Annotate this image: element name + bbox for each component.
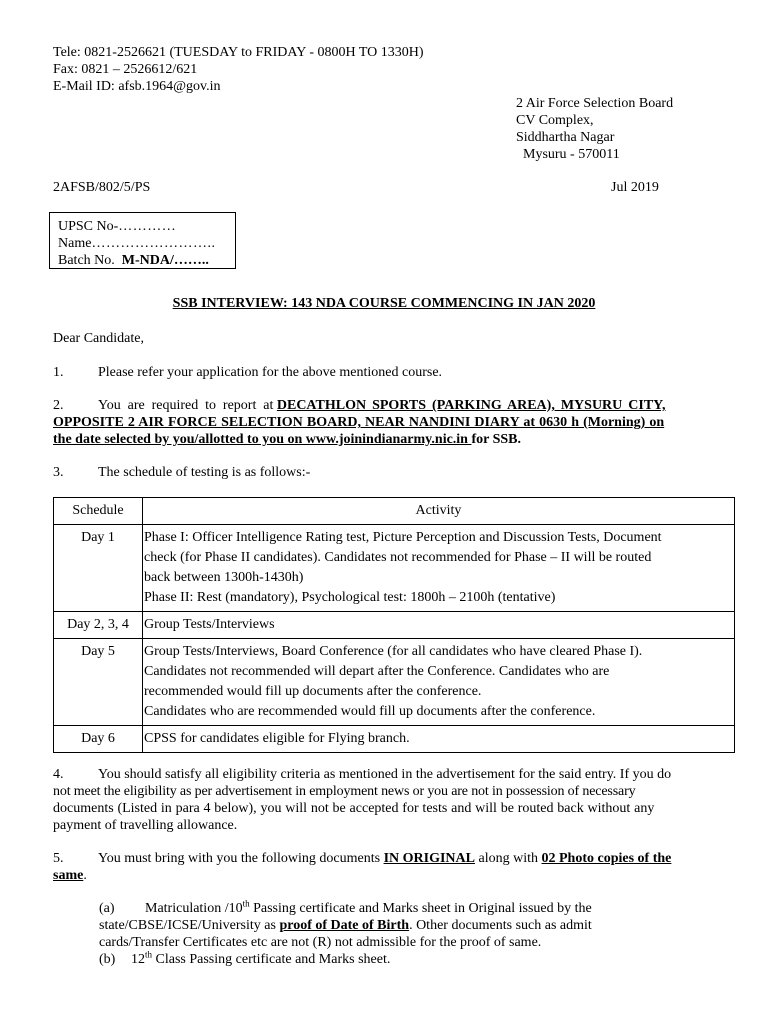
candidate-info-box xyxy=(49,212,236,269)
contact-tele: Tele: 0821-2526621 (TUESDAY to FRIDAY - 0800H TO 1330H) xyxy=(53,45,424,60)
schedule-table xyxy=(53,497,735,753)
address-line-1: 2 Air Force Selection Board xyxy=(516,96,674,111)
activity-line: check (for Phase II candidates). Candidates not recommended for Phase – II will be routed xyxy=(144,550,652,565)
upsc-label: UPSC No- xyxy=(58,219,119,234)
paragraph-4-line-4 xyxy=(53,817,733,834)
batch-value: M-NDA/…….. xyxy=(121,253,209,268)
document-title: SSB INTERVIEW: 143 NDA COURSE COMMENCING IN JAN 2020 xyxy=(172,296,596,311)
item-b-sup: th xyxy=(145,949,153,960)
row-day: Day 1 xyxy=(54,525,143,612)
table-row xyxy=(54,525,735,612)
salutation: Dear Candidate, xyxy=(53,331,144,346)
item-a-sup: th xyxy=(242,898,250,909)
row-day: Day 2, 3, 4 xyxy=(54,612,143,639)
paragraph-2-line-1 xyxy=(53,397,733,414)
para-2-text-a: You are required to report at xyxy=(98,398,274,413)
para-4-line-2: not meet the eligibility as per advertisement in employment news or you are not in possession of necessary xyxy=(53,784,636,799)
contact-email: E-Mail ID: afsb.1964@gov.in xyxy=(53,79,221,94)
address-line-2: CV Complex, xyxy=(516,113,594,128)
item-b-line-1 xyxy=(99,951,659,968)
para-5-text-a: You must bring with you the following documents xyxy=(98,851,381,866)
paragraph-4-line-2 xyxy=(53,783,733,800)
para-2-place-2: OPPOSITE 2 AIR FORCE SELECTION BOARD, NEAR NANDINI DIARY at 0630 h (Morning) on xyxy=(53,415,665,430)
item-a-line-2 xyxy=(99,917,659,934)
para-5-text-b: along with xyxy=(478,851,538,866)
para-4-number: 4. xyxy=(53,767,64,782)
para-5-bold-b2: same xyxy=(53,868,84,883)
item-b-label: (b) xyxy=(99,952,116,967)
item-a-line-3 xyxy=(99,934,659,951)
item-a-line-1 xyxy=(99,900,659,917)
row-day: Day 6 xyxy=(54,726,143,753)
para-2-place-1: DECATHLON SPORTS (PARKING AREA), MYSURU CITY, xyxy=(276,398,666,413)
item-a-label: (a) xyxy=(99,901,115,916)
item-a-post: Passing certificate and Marks sheet in Original issued by the xyxy=(249,901,592,916)
para-3-text: The schedule of testing is as follows:- xyxy=(98,465,311,480)
paragraph-3 xyxy=(53,464,733,481)
para-4-line-1: You should satisfy all eligibility criteria as mentioned in the advertisement for the said entry. If you do xyxy=(98,767,672,782)
table-row xyxy=(54,726,735,753)
table-row xyxy=(54,639,735,726)
row-activity xyxy=(143,726,735,753)
reference-number: 2AFSB/802/5/PS xyxy=(53,180,151,195)
header-activity: Activity xyxy=(143,498,735,525)
paragraph-5-line-1 xyxy=(53,850,733,867)
paragraph-4-line-3 xyxy=(53,800,733,817)
para-5-end: . xyxy=(83,868,87,883)
table-row xyxy=(54,612,735,639)
paragraph-5-line-2 xyxy=(53,867,733,884)
activity-line: Candidates not recommended will depart after the Conference. Candidates who are xyxy=(144,664,610,679)
address-line-4: Mysuru - 570011 xyxy=(523,147,620,162)
activity-line: back between 1300h-1430h) xyxy=(144,570,304,585)
paragraph-2-line-3 xyxy=(53,431,733,448)
table-header-row xyxy=(54,498,735,525)
item-a-line-2-bold: proof of Date of Birth xyxy=(279,918,410,933)
item-a-pre: Matriculation /10 xyxy=(145,901,243,916)
activity-line: CPSS for candidates eligible for Flying branch. xyxy=(144,731,410,746)
para-2-place-3: the date selected by you/allotted to you on www.joinindianarmy.nic.in xyxy=(53,432,468,447)
address-line-3: Siddhartha Nagar xyxy=(516,130,615,145)
name-dots: …………………….. xyxy=(91,236,216,251)
item-b-post: Class Passing certificate and Marks sheet. xyxy=(152,952,391,967)
row-activity xyxy=(143,525,735,612)
para-5-number: 5. xyxy=(53,851,64,866)
para-2-text-b: for SSB. xyxy=(471,432,522,447)
batch-row xyxy=(58,252,235,269)
upsc-dots: ………… xyxy=(118,219,177,234)
item-a-line-2-post: . Other documents such as admit xyxy=(409,918,592,933)
activity-line: Group Tests/Interviews, Board Conference (for all candidates who have cleared Phase I). xyxy=(144,644,643,659)
activity-line: Candidates who are recommended would fill up documents after the conference. xyxy=(144,704,596,719)
row-activity xyxy=(143,612,735,639)
para-5-bold-a: IN ORIGINAL xyxy=(383,851,475,866)
para-1-number: 1. xyxy=(53,365,64,380)
header-schedule: Schedule xyxy=(54,498,143,525)
letter-date: Jul 2019 xyxy=(611,180,659,195)
item-a-line-2-pre: state/CBSE/ICSE/University as xyxy=(99,918,276,933)
paragraph-1 xyxy=(53,364,733,381)
row-activity xyxy=(143,639,735,726)
paragraph-2-line-2 xyxy=(53,414,733,431)
activity-line: recommended would fill up documents after the conference. xyxy=(144,684,482,699)
activity-line: Phase I: Officer Intelligence Rating test, Picture Perception and Discussion Tests, Document xyxy=(144,530,662,545)
activity-line: Phase II: Rest (mandatory), Psychological test: 1800h – 2100h (tentative) xyxy=(144,590,556,605)
para-1-text: Please refer your application for the above mentioned course. xyxy=(98,365,443,380)
contact-fax: Fax: 0821 – 2526612/621 xyxy=(53,62,198,77)
upsc-row xyxy=(58,218,235,235)
para-2-number: 2. xyxy=(53,398,64,413)
para-5-bold-b1: 02 Photo copies of the xyxy=(541,851,672,866)
row-day: Day 5 xyxy=(54,639,143,726)
name-row xyxy=(58,235,235,252)
item-a-line-3-text: cards/Transfer Certificates etc are not (R) not admissible for the proof of same. xyxy=(99,935,542,950)
para-4-line-3: documents (Listed in para 4 below), you will not be accepted for tests and will be routed back without any xyxy=(53,801,655,816)
paragraph-4-line-1 xyxy=(53,766,733,783)
activity-line: Group Tests/Interviews xyxy=(144,617,275,632)
item-b-pre: 12 xyxy=(131,952,145,967)
para-3-number: 3. xyxy=(53,465,64,480)
name-label: Name xyxy=(58,236,92,251)
batch-label: Batch No. xyxy=(58,253,115,268)
para-4-line-4: payment of travelling allowance. xyxy=(53,818,238,833)
